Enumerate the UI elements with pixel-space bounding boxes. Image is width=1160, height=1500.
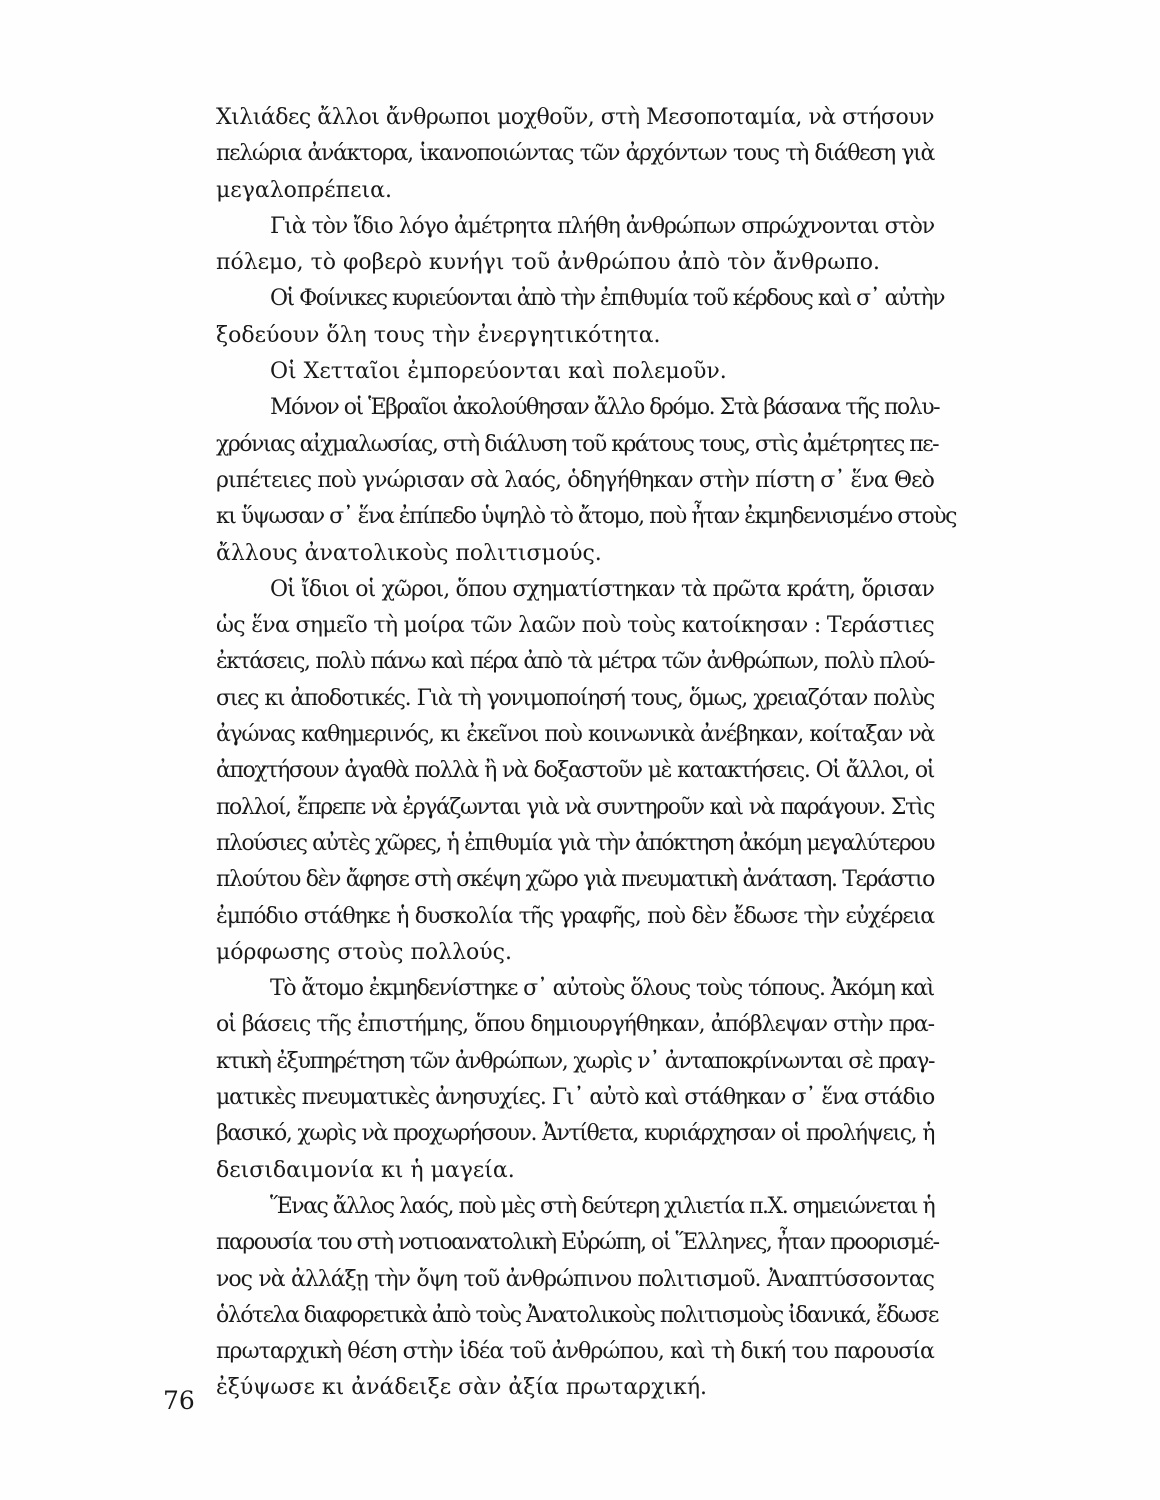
text-line: Χιλιάδες ἄλλοι ἄνθρωποι μοχθοῦν, στὴ Μεσοποταμία, νὰ στήσουν — [216, 105, 934, 130]
text-line: χρόνιας αἰχμαλωσίας, στὴ διάλυση τοῦ κράτους τους, στὶς ἀμέτρητες πε- — [216, 431, 939, 457]
text-line: Γιὰ τὸν ἴδιο λόγο ἀμέτρητα πλήθη ἀνθρώπων σπρώχνονται στὸν — [270, 213, 934, 239]
text-line: Οἱ Φοίνικες κυριεύονται ἀπὸ τὴν ἐπιθυμία τοῦ κέρδους καὶ σ᾽ αὐτὴν — [270, 286, 945, 312]
paragraph — [216, 1189, 939, 1407]
body-text — [216, 100, 956, 1407]
text-line: βασικό, χωρὶς νὰ προχωρήσουν. Ἀντίθετα, κυριάρχησαν οἱ προλήψεις, ἡ — [216, 1121, 934, 1147]
text-line: ἀποχτήσουν ἀγαθὰ πολλὰ ἢ νὰ δοξαστοῦν μὲ κατακτήσεις. Οἱ ἄλλοι, οἱ — [216, 758, 934, 784]
text-line: ματικὲς πνευματικὲς ἀνησυχίες. Γι᾽ αὐτὸ καὶ στάθηκαν σ᾽ ἕνα στάδιο — [216, 1085, 934, 1111]
text-line: πελώρια ἀνάκτορα, ἱκανοποιώντας τῶν ἀρχόντων τους τὴ διάθεση γιὰ — [216, 141, 934, 167]
page-number: 76 — [163, 1386, 195, 1415]
text-line: μόρφωσης στοὺς πολλούς. — [216, 939, 512, 965]
text-line: Ἕνας ἄλλος λαός, ποὺ μὲς στὴ δεύτερη χιλιετία π.Χ. σημειώνεται ἡ — [270, 1193, 935, 1219]
text-line: πρωταρχικὴ θέση στὴν ἰδέα τοῦ ἀνθρώπου, καὶ τὴ δική του παρουσία — [216, 1339, 934, 1365]
text-line: ἐκτάσεις, πολὺ πάνω καὶ πέρα ἀπὸ τὰ μέτρα τῶν ἀνθρώπων, πολὺ πλού- — [216, 649, 934, 675]
paragraph — [216, 971, 934, 1189]
text-line: ὁλότελα διαφορετικὰ ἀπὸ τοὺς Ἀνατολικοὺς πολιτισμοὺς ἰδανικά, ἔδωσε — [216, 1302, 938, 1328]
text-line: κι ὕψωσαν σ᾽ ἕνα ἐπίπεδο ὑψηλὸ τὸ ἄτομο, ποὺ ἦταν ἐκμηδενισμένο στοὺς — [216, 504, 956, 530]
text-line: ἐξύψωσε κι ἀνάδειξε σὰν ἀξία πρωταρχική. — [216, 1375, 707, 1401]
text-line: Μόνον οἱ Ἑβραῖοι ἀκολούθησαν ἄλλο δρόμο. Στὰ βάσανα τῆς πολυ- — [270, 395, 940, 421]
text-line: κτικὴ ἐξυπηρέτηση τῶν ἀνθρώπων, χωρὶς ν᾽ ἀνταποκρίνωνται σὲ πραγ- — [216, 1048, 934, 1074]
text-line: Οἱ ἴδιοι οἱ χῶροι, ὅπου σχηματίστηκαν τὰ πρῶτα κράτη, ὅρισαν — [270, 576, 934, 602]
text-line: ὡς ἕνα σημεῖο τὴ μοίρα τῶν λαῶν ποὺ τοὺς κατοίκησαν : Τεράστιες — [216, 613, 934, 639]
text-line: πόλεμο, τὸ φοβερὸ κυνήγι τοῦ ἀνθρώπου ἀπὸ τὸν ἄνθρωπο. — [216, 250, 880, 276]
text-line: Τὸ ἄτομο ἐκμηδενίστηκε σ᾽ αὐτοὺς ὅλους τοὺς τόπους. Ἀκόμη καὶ — [270, 976, 934, 1002]
text-line: ριπέτειες ποὺ γνώρισαν σὰ λαός, ὁδηγήθηκαν στὴν πίστη σ᾽ ἕνα Θεὸ — [216, 467, 934, 493]
text-line: ἄλλους ἀνατολικοὺς πολιτισμούς. — [216, 540, 602, 566]
text-line: ἀγώνας καθημερινός, κι ἐκεῖνοι ποὺ κοινωνικὰ ἀνέβηκαν, κοίταξαν νὰ — [216, 722, 934, 748]
paragraph — [216, 209, 934, 282]
text-line: ξοδεύουν ὅλη τους τὴν ἐνεργητικότητα. — [216, 322, 661, 348]
text-line: οἱ βάσεις τῆς ἐπιστήμης, ὅπου δημιουργήθηκαν, ἀπόβλεψαν στὴν πρα- — [216, 1012, 934, 1038]
text-line: μεγαλοπρέπεια. — [216, 177, 393, 203]
paragraph — [216, 572, 934, 971]
text-line: πλούτου δὲν ἄφησε στὴ σκέψη χῶρο γιὰ πνευματικὴ ἀνάταση. Τεράστιο — [216, 867, 934, 893]
text-line: σιες κι ἀποδοτικές. Γιὰ τὴ γονιμοποίησή τους, ὅμως, χρειαζόταν πολὺς — [216, 685, 934, 711]
text-line: ἐμπόδιο στάθηκε ἡ δυσκολία τῆς γραφῆς, ποὺ δὲν ἔδωσε τὴν εὐχέρεια — [216, 903, 934, 929]
paragraph — [216, 390, 956, 571]
text-line: πολλοί, ἔπρεπε νὰ ἐργάζωνται γιὰ νὰ συντηροῦν καὶ νὰ παράγουν. Στὶς — [216, 794, 934, 820]
text-line: παρουσία του στὴ νοτιοανατολικὴ Εὐρώπη, οἱ Ἕλληνες, ἦταν προορισμέ- — [216, 1230, 939, 1256]
paragraph — [216, 281, 945, 354]
text-line: νος νὰ ἀλλάξῃ τὴν ὄψη τοῦ ἀνθρώπινου πολιτισμοῦ. Ἀναπτύσσοντας — [216, 1266, 934, 1292]
text-line: πλούσιες αὐτὲς χῶρες, ἡ ἐπιθυμία γιὰ τὴν ἀπόκτηση ἀκόμη μεγαλύτερου — [216, 830, 934, 856]
paragraph — [216, 100, 934, 209]
text-line: Οἱ Χετταῖοι ἐμπορεύονται καὶ πολεμοῦν. — [270, 359, 727, 385]
paragraph — [216, 354, 934, 390]
text-line: δεισιδαιμονία κι ἡ μαγεία. — [216, 1157, 515, 1183]
